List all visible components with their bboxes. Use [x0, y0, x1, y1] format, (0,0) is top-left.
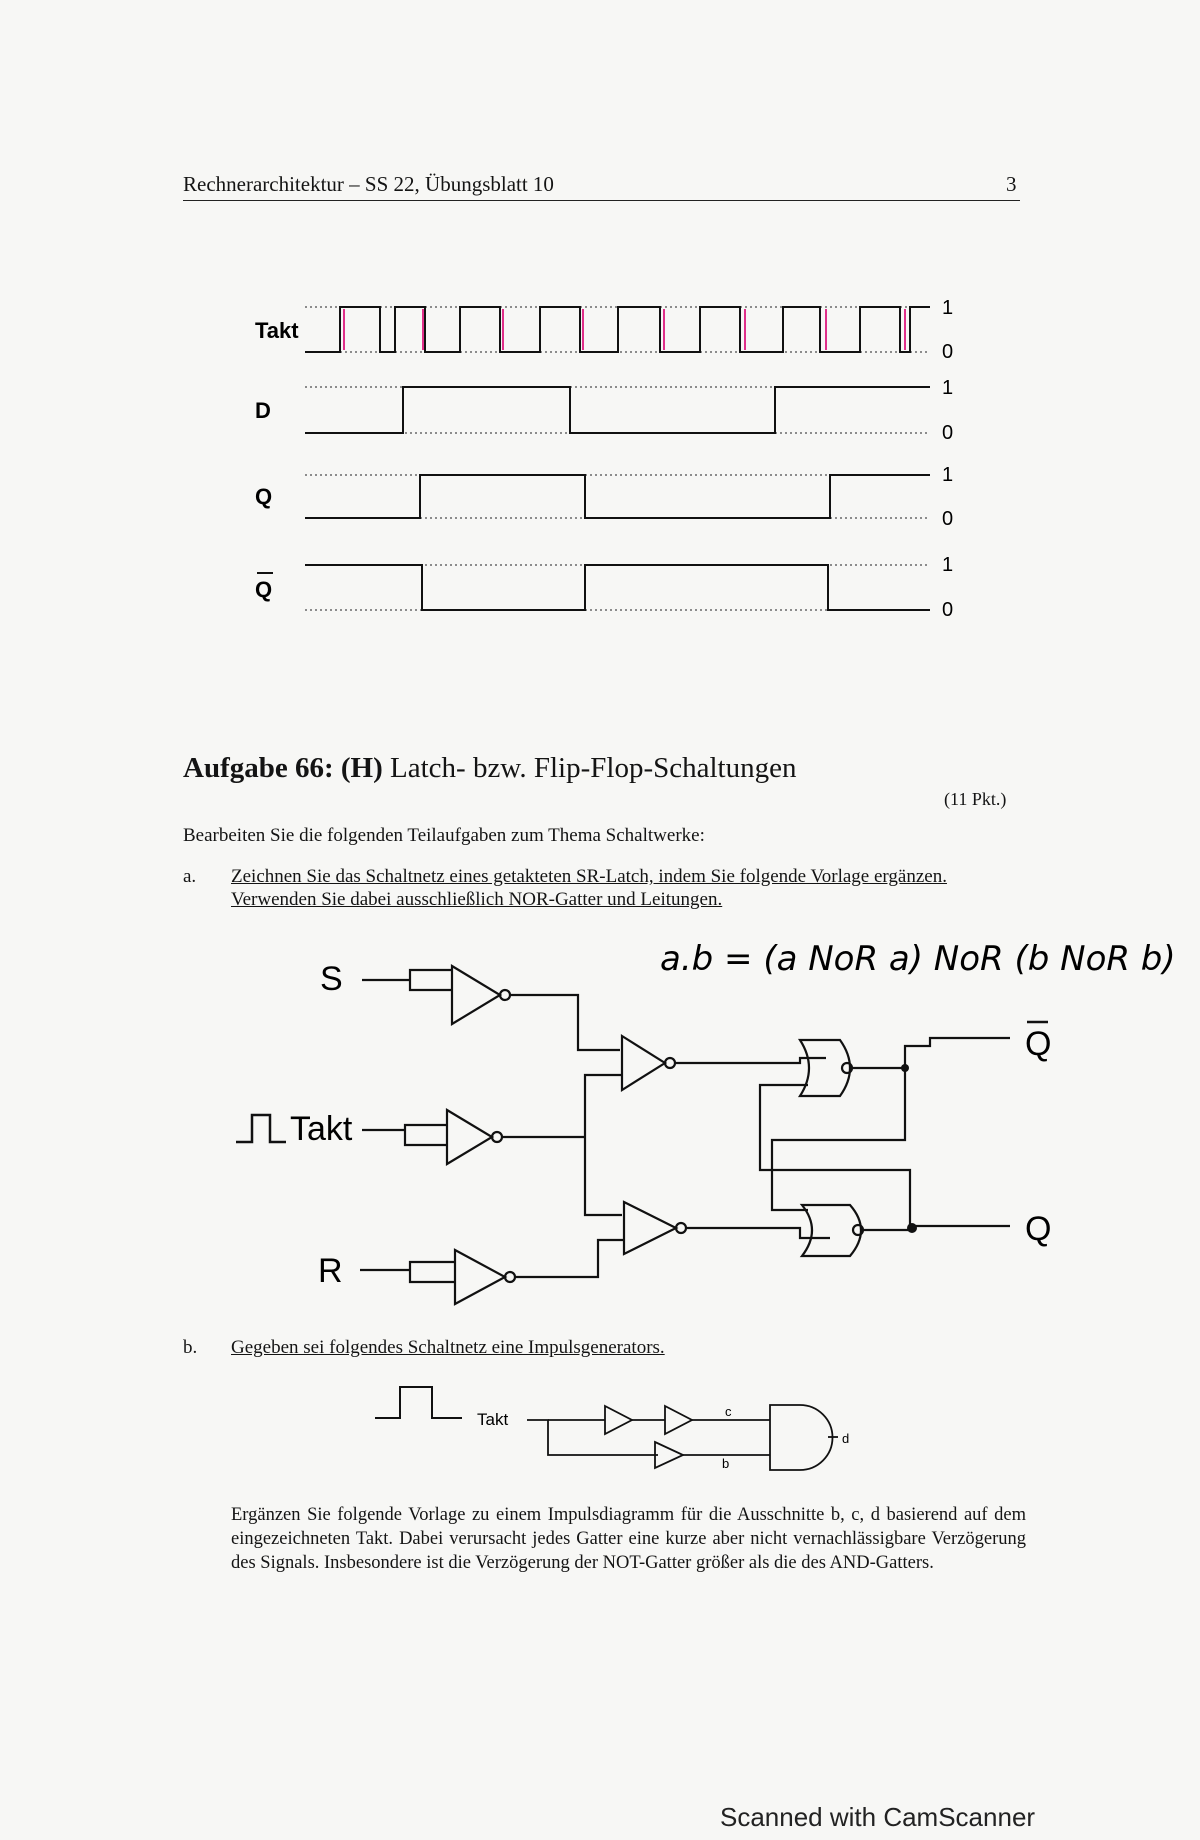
header-title: Rechnerarchitektur – SS 22, Übungsblatt 10: [183, 172, 554, 196]
item-a-label: a.: [183, 866, 197, 887]
svg-text:0: 0: [942, 341, 954, 363]
svg-text:1: 1: [942, 297, 954, 319]
signal-label-d: D: [255, 398, 271, 423]
task-title: Latch- bzw. Flip-Flop-Schaltungen: [390, 752, 797, 784]
pulse-label-b: b: [722, 1456, 730, 1471]
page-number: 3: [1006, 172, 1017, 196]
task-points: (11 Pkt.): [944, 789, 1007, 809]
pulse-label-c: c: [725, 1404, 732, 1419]
pulse-label-d: d: [842, 1431, 850, 1446]
input-label-takt: Takt: [290, 1110, 353, 1148]
svg-text:1: 1: [942, 554, 954, 576]
scanner-watermark: Scanned with CamScanner: [720, 1802, 1036, 1832]
svg-text:0: 0: [942, 599, 954, 621]
item-a-text-line2: Verwenden Sie dabei ausschließlich NOR-Gatter und Leitungen.: [231, 889, 723, 910]
item-a-text-line1: Zeichnen Sie das Schaltnetz eines getakteten SR-Latch, indem Sie folgende Vorlage ergänzen.: [231, 866, 947, 887]
input-label-r: R: [318, 1252, 343, 1290]
svg-text:1: 1: [942, 377, 954, 399]
handwritten-formula: a.b = (a NoR a) NoR (b NoR b): [660, 939, 1176, 979]
task-tag: (H): [340, 752, 383, 784]
output-label-q: Q: [1025, 1210, 1052, 1248]
signal-label-q: Q: [255, 484, 273, 509]
item-b-paragraph: Ergänzen Sie folgende Vorlage zu einem Impulsdiagramm für die Ausschnitte b, c, d basierend auf dem eingezeichneten Takt. Dabei verursacht jedes Gatter eine kurze aber nicht vernachlässigbare Verzögerung des Signals. Insbesondere ist die Verzögerung der NOT-Gatter größer als die des AND-Gatters.: [231, 1505, 1026, 1573]
pulse-circuit-wires: [527, 1405, 838, 1470]
signal-label-takt: Takt: [255, 318, 299, 343]
svg-text:0: 0: [942, 508, 954, 530]
input-label-s: S: [320, 960, 343, 998]
task-number: Aufgabe 66:: [183, 752, 334, 784]
item-b-text: Gegeben sei folgendes Schaltnetz eine Impulsgenerators.: [231, 1337, 665, 1358]
svg-text:1: 1: [942, 464, 954, 486]
svg-text:0: 0: [942, 422, 954, 444]
pulse-takt-label: Takt: [477, 1410, 509, 1429]
item-b-label: b.: [183, 1337, 198, 1358]
takt-pulse-symbol: [375, 1387, 462, 1418]
output-label-qbar: Q: [1025, 1025, 1052, 1063]
signal-label-qbar: Q: [255, 577, 273, 602]
task-intro: Bearbeiten Sie die folgenden Teilaufgaben zum Thema Schaltwerke:: [183, 825, 705, 846]
